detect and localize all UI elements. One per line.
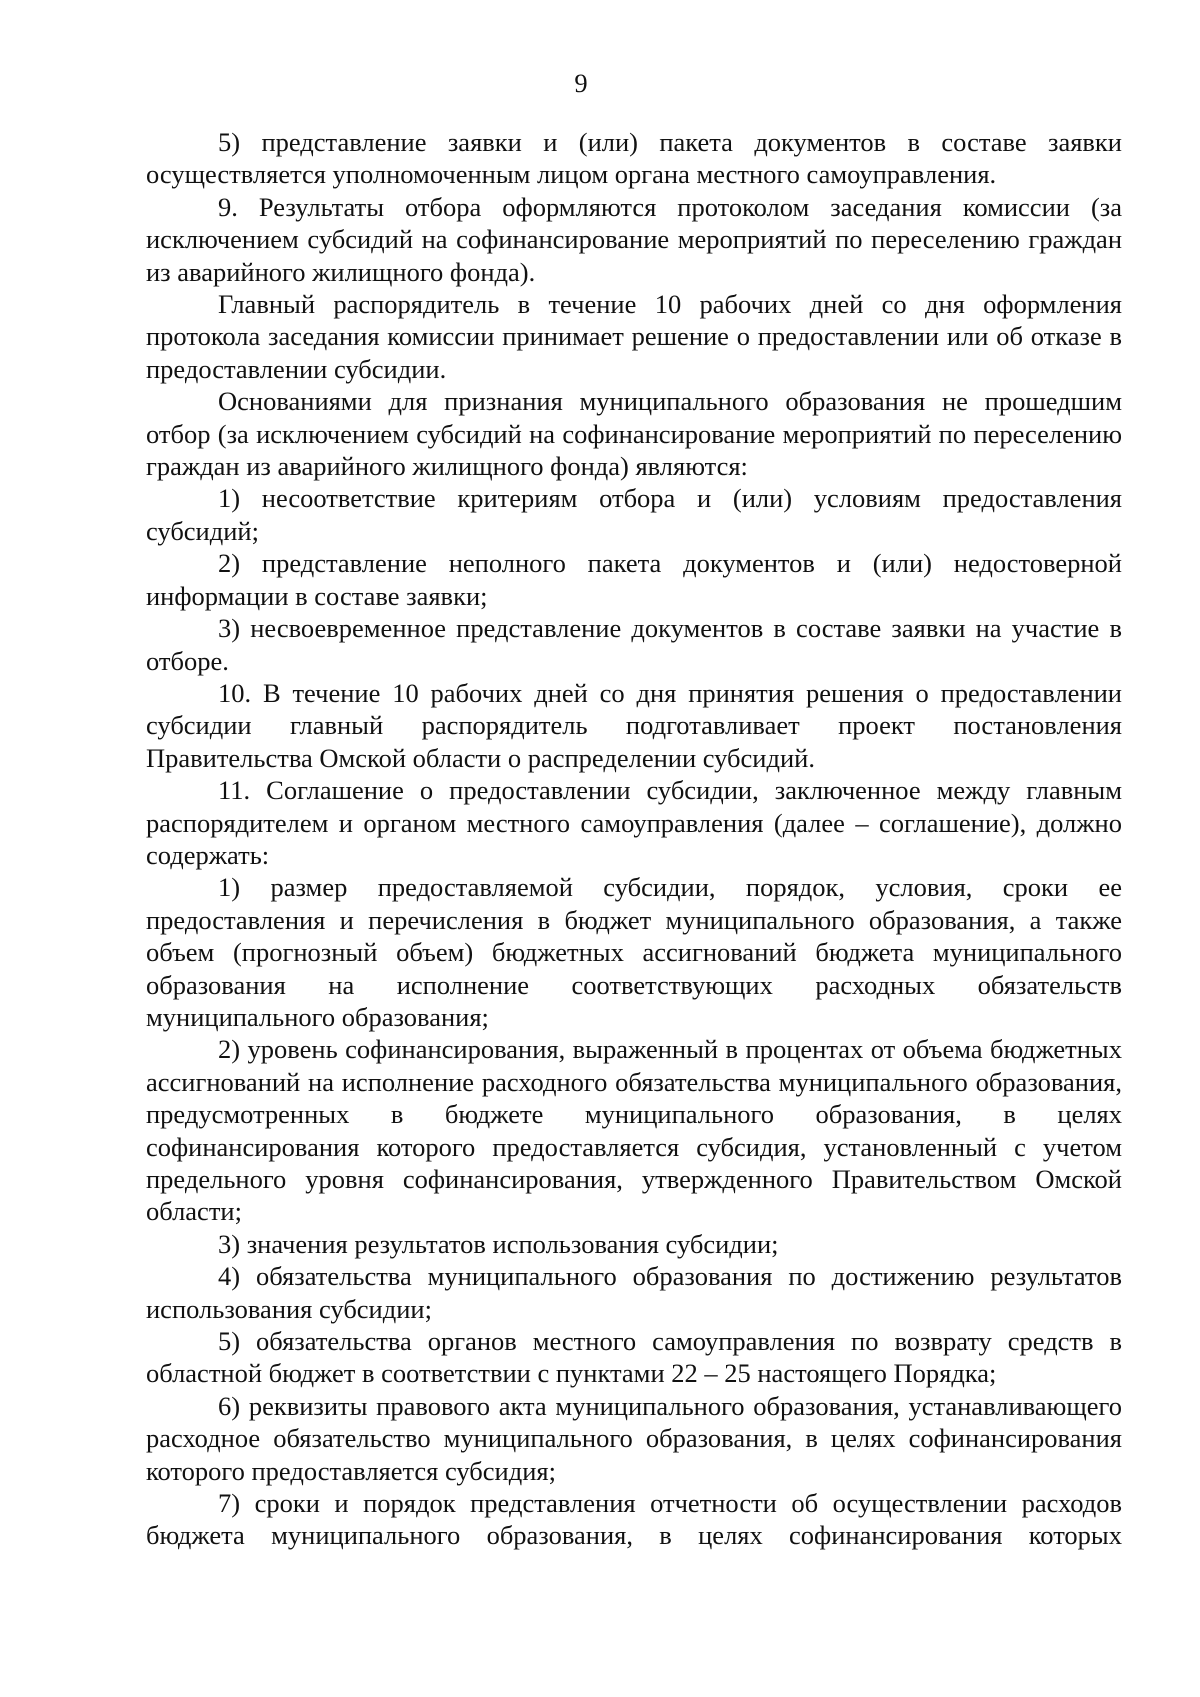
- paragraph-agreement-item-7: 7) сроки и порядок представления отчетности об осуществлении расходов бюджета муниципального образования, в целях софинансирования которых: [146, 1488, 1122, 1551]
- paragraph-clause-9: 9. Результаты отбора оформляются протоколом заседания комиссии (за исключением субсидий на софинансирование мероприятий по переселению граждан из аварийного жилищного фонда).: [146, 191, 1122, 287]
- document-body: [146, 126, 1122, 1552]
- paragraph-agreement-item-4: 4) обязательства муниципального образования по достижению результатов использования субсидии;: [146, 1261, 1122, 1324]
- paragraph-agreement-item-1: 1) размер предоставляемой субсидии, порядок, условия, сроки ее предоставления и перечисления в бюджет муниципального образования, а также объем (прогнозный объем) бюджетных ассигнований бюджета муниципального образования на исполнение соответствующих расходных обязательств муниципального образования;: [146, 872, 1122, 1032]
- paragraph-item-5-submission: 5) представление заявки и (или) пакета документов в составе заявки осуществляется уполномоченным лицом органа местного самоуправления.: [146, 127, 1122, 190]
- paragraph-rejection-grounds: Основаниями для признания муниципального образования не прошедшим отбор (за исключением субсидий на софинансирование мероприятий по переселению граждан из аварийного жилищного фонда) являются:: [146, 386, 1122, 482]
- paragraph-clause-10: 10. В течение 10 рабочих дней со дня принятия решения о предоставлении субсидии главный распорядитель подготавливает проект постановления Правительства Омской области о распределении субсидий.: [146, 677, 1122, 773]
- paragraph-agreement-item-5: 5) обязательства органов местного самоуправления по возврату средств в областной бюджет в соответствии с пунктами 22 – 25 настоящего Порядка;: [146, 1326, 1122, 1389]
- paragraph-ground-2: 2) представление неполного пакета документов и (или) недостоверной информации в составе заявки;: [146, 548, 1122, 611]
- paragraph-decision-deadline: Главный распорядитель в течение 10 рабочих дней со дня оформления протокола заседания комиссии принимает решение о предоставлении или об отказе в предоставлении субсидии.: [146, 289, 1122, 384]
- paragraph-agreement-item-3: 3) значения результатов использования субсидии;: [218, 1228, 779, 1259]
- paragraph-ground-1: 1) несоответствие критериям отбора и (или) условиям предоставления субсидий;: [146, 483, 1122, 546]
- paragraph-ground-3: 3) несвоевременное представление документов в составе заявки на участие в отборе.: [146, 613, 1122, 676]
- paragraph-clause-11: 11. Соглашение о предоставлении субсидии, заключенное между главным распорядителем и органом местного самоуправления (далее – соглашение), должно содержать:: [146, 775, 1122, 870]
- page-number: 9: [574, 68, 588, 98]
- paragraph-agreement-item-2: 2) уровень софинансирования, выраженный в процентах от объема бюджетных ассигнований на исполнение расходного обязательства муниципального образования, предусмотренных в бюджете муниципального образования, в целях софинансирования которого предоставляется субсидия, установленный с учетом предельного уровня софинансирования, утвержденного Правительством Омской области;: [146, 1034, 1122, 1227]
- paragraph-agreement-item-6: 6) реквизиты правового акта муниципального образования, устанавливающего расходное обязательство муниципального образования, в целях софинансирования которого предоставляется субсидия;: [146, 1390, 1122, 1486]
